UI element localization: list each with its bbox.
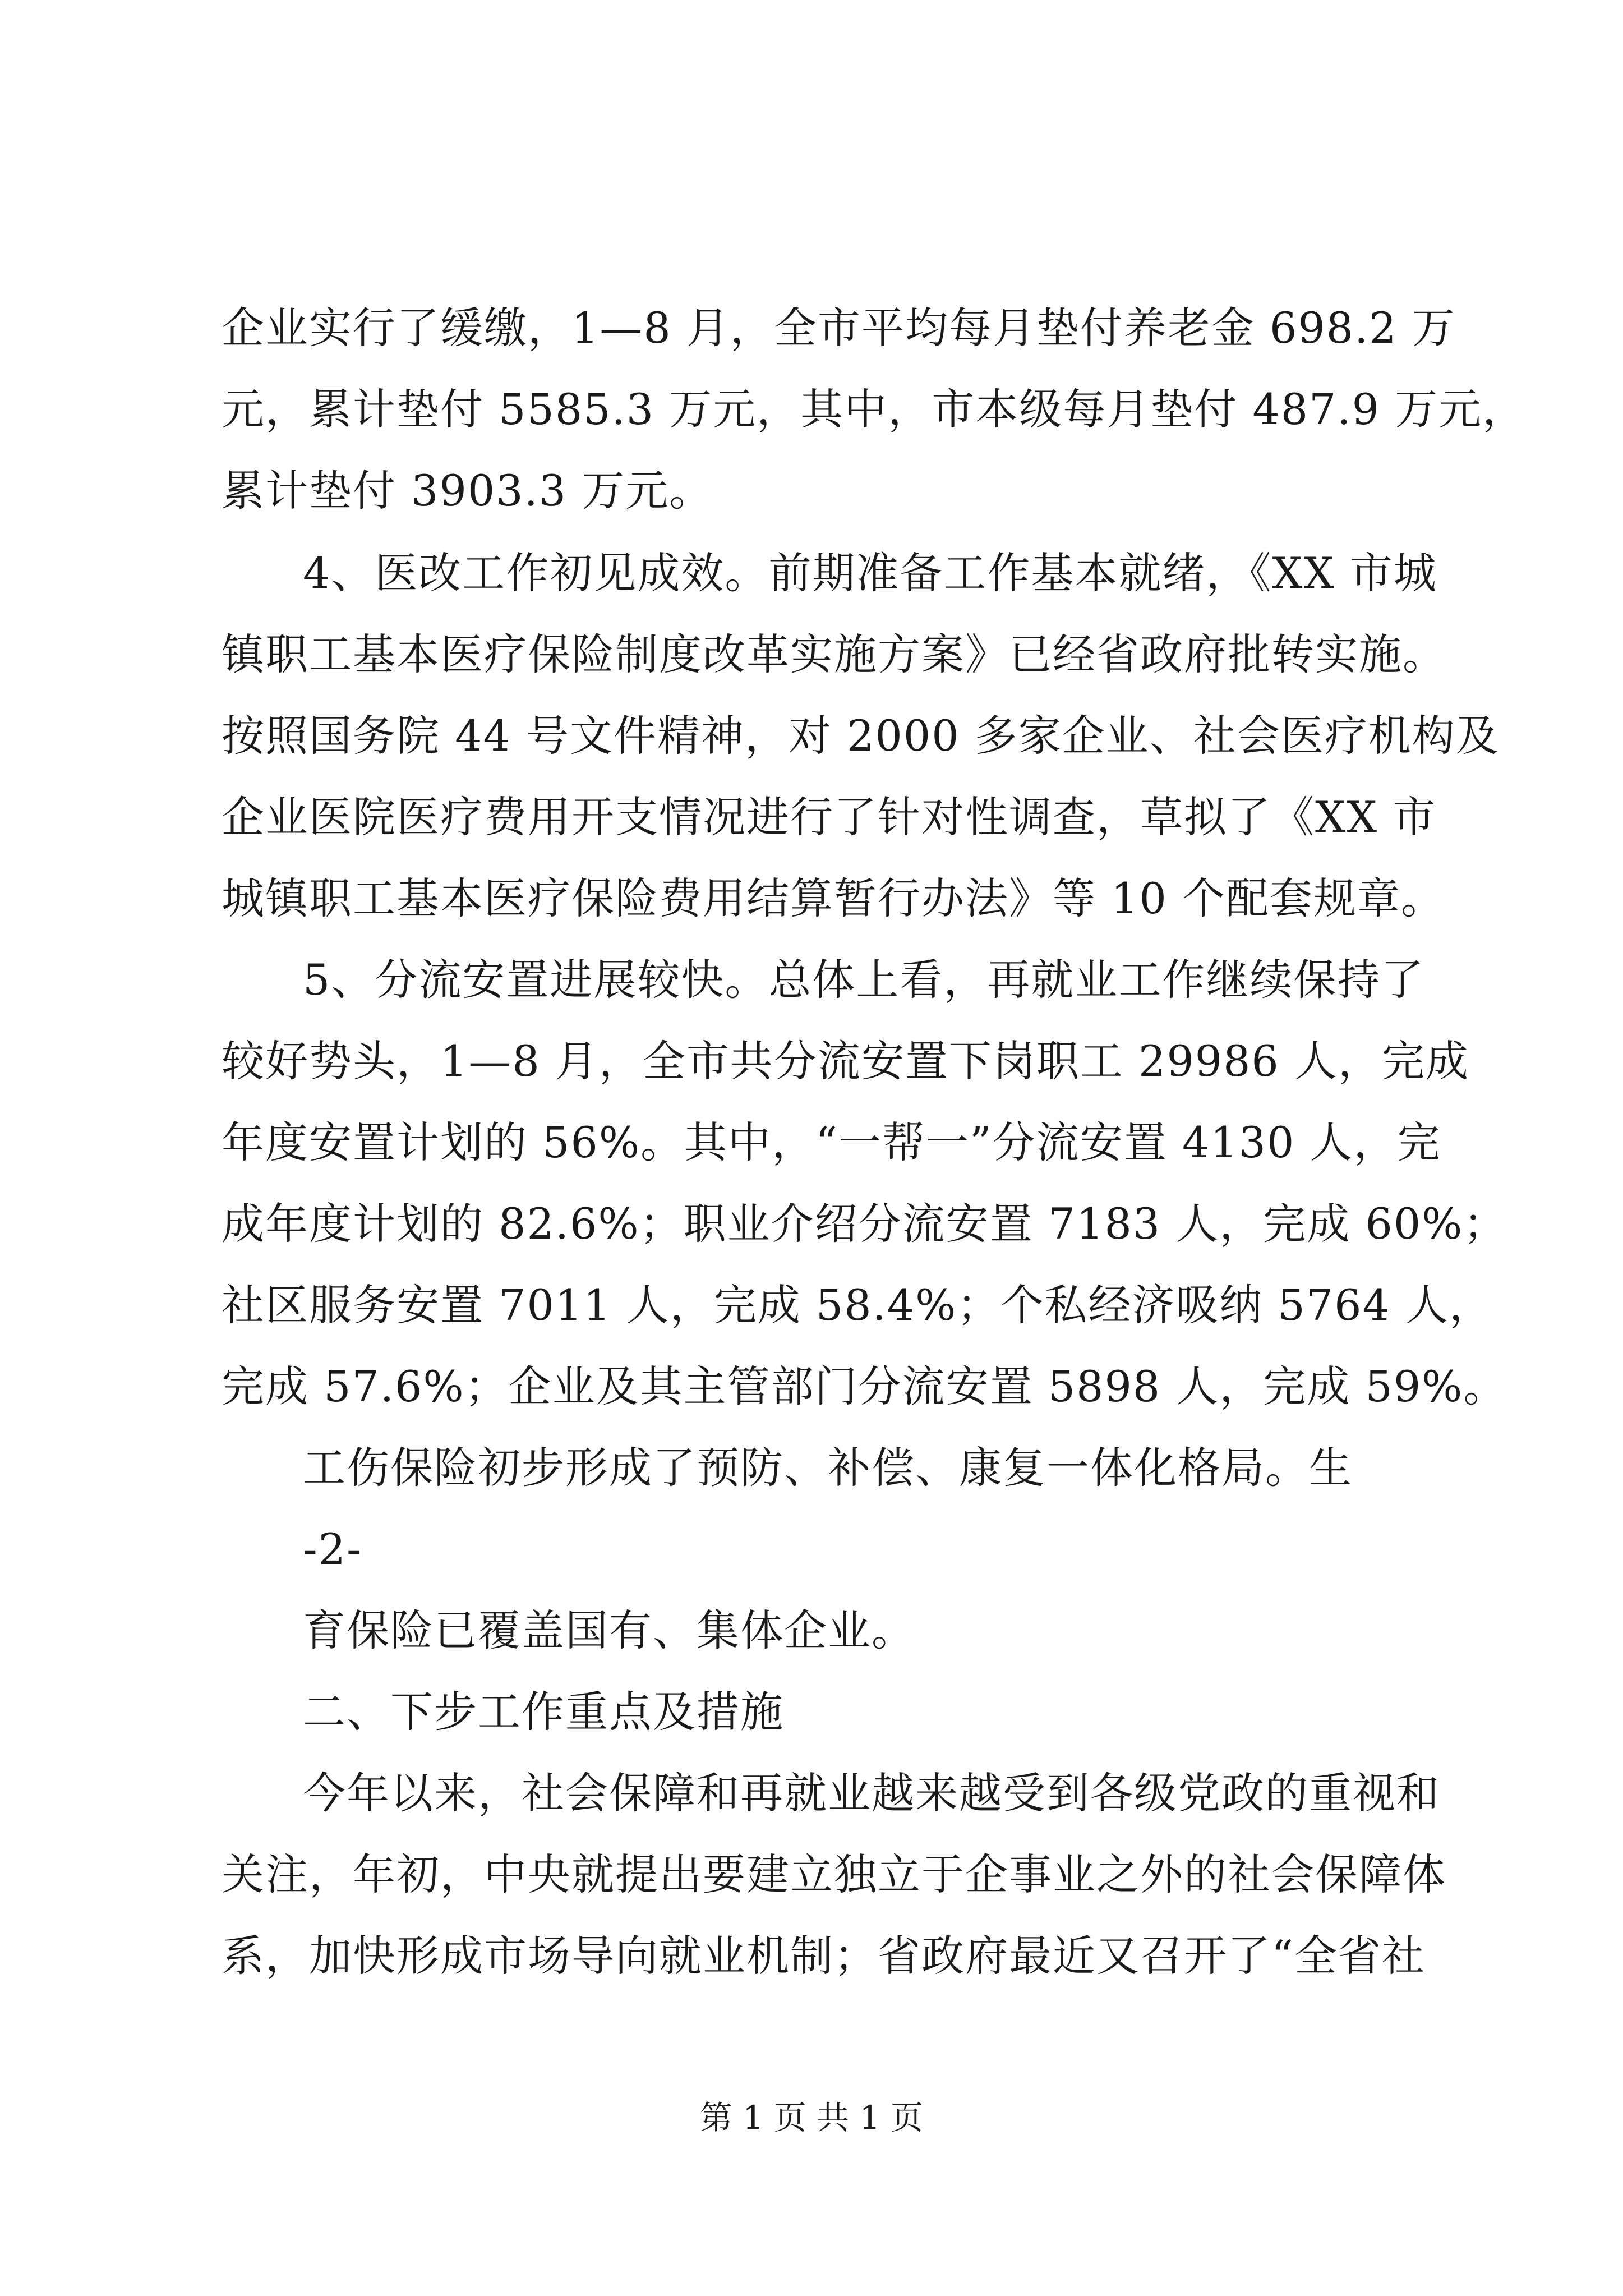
text-line: 成年度计划的 82.6%；职业介绍分流安置 7183 人，完成 60%；	[222, 1199, 1507, 1249]
text-line: 企业医院医疗费用开支情况进行了针对性调查，草拟了《XX 市	[222, 792, 1437, 842]
text-line: 较好势头，1—8 月，全市共分流安置下岗职工 29986 人，完成	[222, 1036, 1469, 1086]
page-number-marker: -2-	[303, 1524, 362, 1574]
page-footer: 第 1 页 共 1 页	[700, 2099, 923, 2137]
text-line: 城镇职工基本医疗保险费用结算暂行办法》等 10 个配套规章。	[222, 873, 1445, 923]
text-line: 企业实行了缓缴，1—8 月，全市平均每月垫付养老金 698.2 万	[222, 303, 1456, 353]
text-line: 系，加快形成市场导向就业机制；省政府最近又召开了“全省社	[222, 1931, 1426, 1981]
text-line: 5、分流安置进展较快。总体上看，再就业工作继续保持了	[303, 955, 1425, 1005]
section-heading: 二、下步工作重点及措施	[303, 1687, 784, 1737]
text-line: 4、医改工作初见成效。前期准备工作基本就绪，《XX 市城	[303, 548, 1437, 598]
text-line: 按照国务院 44 号文件精神，对 2000 多家企业、社会医疗机构及	[222, 711, 1500, 761]
text-line: 关注，年初，中央就提出要建立独立于企事业之外的社会保障体	[222, 1849, 1446, 1899]
text-line: 累计垫付 3903.3 万元。	[222, 466, 713, 516]
text-line: 工伤保险初步形成了预防、补偿、康复一体化格局。生	[303, 1443, 1353, 1493]
text-line: 元，累计垫付 5585.3 万元，其中，市本级每月垫付 487.9 万元，	[222, 384, 1527, 434]
text-line: 今年以来，社会保障和再就业越来越受到各级党政的重视和	[303, 1768, 1440, 1818]
text-line: 年度安置计划的 56%。其中，“一帮一”分流安置 4130 人，完	[222, 1117, 1441, 1167]
text-line: 镇职工基本医疗保险制度改革实施方案》已经省政府批转实施。	[222, 629, 1446, 679]
text-line: 育保险已覆盖国有、集体企业。	[303, 1605, 915, 1655]
text-line: 完成 57.6%；企业及其主管部门分流安置 5898 人，完成 59%。	[222, 1361, 1507, 1411]
text-line: 社区服务安置 7011 人，完成 58.4%；个私经济吸纳 5764 人，	[222, 1280, 1493, 1330]
